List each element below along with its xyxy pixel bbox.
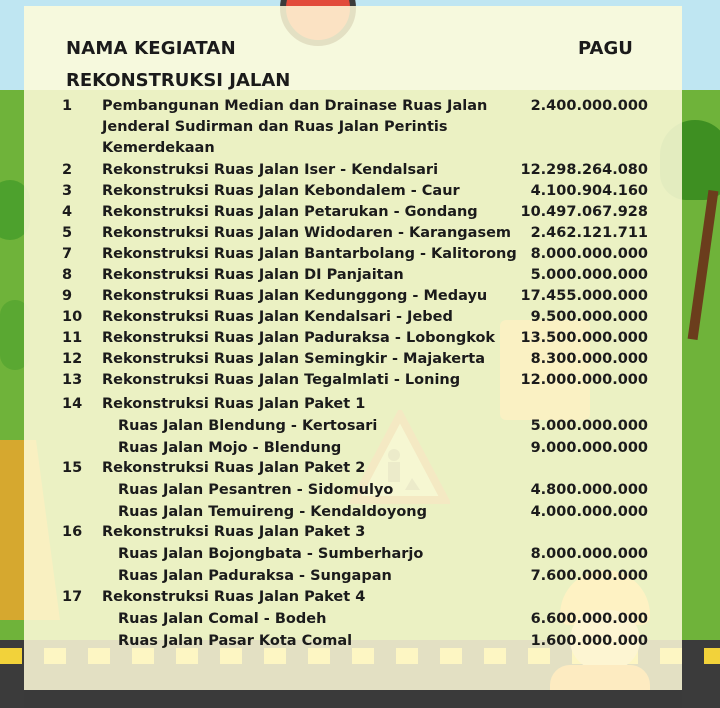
- item-number: 5: [62, 225, 73, 241]
- item-value: 2.462.121.711: [530, 225, 648, 241]
- sub-item-value: 9.000.000.000: [530, 440, 648, 456]
- item-name: Kemerdekaan: [102, 140, 215, 156]
- item-name: Rekonstruksi Ruas Jalan Paket 3: [102, 524, 366, 540]
- item-name: Rekonstruksi Ruas Jalan DI Panjaitan: [102, 267, 404, 283]
- item-number: 16: [62, 524, 83, 540]
- item-value: 2.400.000.000: [530, 98, 648, 114]
- item-name: Pembangunan Median dan Drainase Ruas Jalan: [102, 98, 488, 114]
- sub-item-value: 5.000.000.000: [530, 418, 648, 434]
- tree-trunk: [688, 190, 719, 340]
- sub-item-name: Ruas Jalan Pasar Kota Comal: [118, 633, 353, 649]
- item-number: 4: [62, 204, 73, 220]
- item-name: Rekonstruksi Ruas Jalan Iser - Kendalsari: [102, 162, 439, 178]
- sub-item-name: Ruas Jalan Comal - Bodeh: [118, 611, 327, 627]
- item-name: Rekonstruksi Ruas Jalan Petarukan - Gondang: [102, 204, 478, 220]
- sub-item-name: Ruas Jalan Pesantren - Sidomulyo: [118, 482, 394, 498]
- item-name: Rekonstruksi Ruas Jalan Paket 4: [102, 589, 366, 605]
- item-number: 12: [62, 351, 83, 367]
- item-name: Rekonstruksi Ruas Jalan Semingkir - Majakerta: [102, 351, 485, 367]
- section-title: REKONSTRUKSI JALAN: [66, 70, 291, 91]
- item-number: 7: [62, 246, 73, 262]
- column-header-activity: NAMA KEGIATAN: [66, 38, 236, 59]
- sub-item-name: Ruas Jalan Paduraksa - Sungapan: [118, 568, 392, 584]
- sub-item-name: Ruas Jalan Temuireng - Kendaldoyong: [118, 504, 427, 520]
- item-name: Rekonstruksi Ruas Jalan Paduraksa - Lobongkok: [102, 330, 496, 346]
- sub-item-value: 6.600.000.000: [530, 611, 648, 627]
- item-name: Rekonstruksi Ruas Jalan Kedunggong - Medayu: [102, 288, 488, 304]
- sub-item-name: Ruas Jalan Mojo - Blendung: [118, 440, 342, 456]
- item-value: 12.298.264.080: [520, 162, 648, 178]
- item-value: 9.500.000.000: [530, 309, 648, 325]
- sub-item-name: Ruas Jalan Bojongbata - Sumberharjo: [118, 546, 424, 562]
- item-number: 10: [62, 309, 83, 325]
- item-value: 17.455.000.000: [520, 288, 648, 304]
- item-number: 3: [62, 183, 73, 199]
- sub-item-name: Ruas Jalan Blendung - Kertosari: [118, 418, 378, 434]
- item-value: 13.500.000.000: [520, 330, 648, 346]
- item-number: 11: [62, 330, 83, 346]
- item-value: 5.000.000.000: [530, 267, 648, 283]
- item-name: Jenderal Sudirman dan Ruas Jalan Perintis: [102, 119, 448, 135]
- item-name: Rekonstruksi Ruas Jalan Tegalmlati - Loning: [102, 372, 461, 388]
- item-number: 13: [62, 372, 83, 388]
- item-number: 15: [62, 460, 83, 476]
- item-name: Rekonstruksi Ruas Jalan Bantarbolang - Kalitorong: [102, 246, 517, 262]
- sub-item-value: 4.800.000.000: [530, 482, 648, 498]
- item-number: 2: [62, 162, 73, 178]
- item-name: Rekonstruksi Ruas Jalan Widodaren - Karangasem: [102, 225, 512, 241]
- sub-item-value: 4.000.000.000: [530, 504, 648, 520]
- sub-item-value: 8.000.000.000: [530, 546, 648, 562]
- item-name: Rekonstruksi Ruas Jalan Kendalsari - Jebed: [102, 309, 453, 325]
- sub-item-value: 1.600.000.000: [530, 633, 648, 649]
- item-name: Rekonstruksi Ruas Jalan Kebondalem - Caur: [102, 183, 460, 199]
- item-number: 9: [62, 288, 73, 304]
- item-value: 8.000.000.000: [530, 246, 648, 262]
- sub-item-value: 7.600.000.000: [530, 568, 648, 584]
- item-number: 14: [62, 396, 83, 412]
- item-value: 8.300.000.000: [530, 351, 648, 367]
- column-header-budget: PAGU: [578, 38, 633, 59]
- item-value: 12.000.000.000: [520, 372, 648, 388]
- item-number: 8: [62, 267, 73, 283]
- item-number: 1: [62, 98, 73, 114]
- item-value: 10.497.067.928: [520, 204, 648, 220]
- item-value: 4.100.904.160: [530, 183, 648, 199]
- panel-bottom-bar: [24, 690, 682, 708]
- item-name: Rekonstruksi Ruas Jalan Paket 2: [102, 460, 366, 476]
- item-number: 17: [62, 589, 83, 605]
- item-name: Rekonstruksi Ruas Jalan Paket 1: [102, 396, 366, 412]
